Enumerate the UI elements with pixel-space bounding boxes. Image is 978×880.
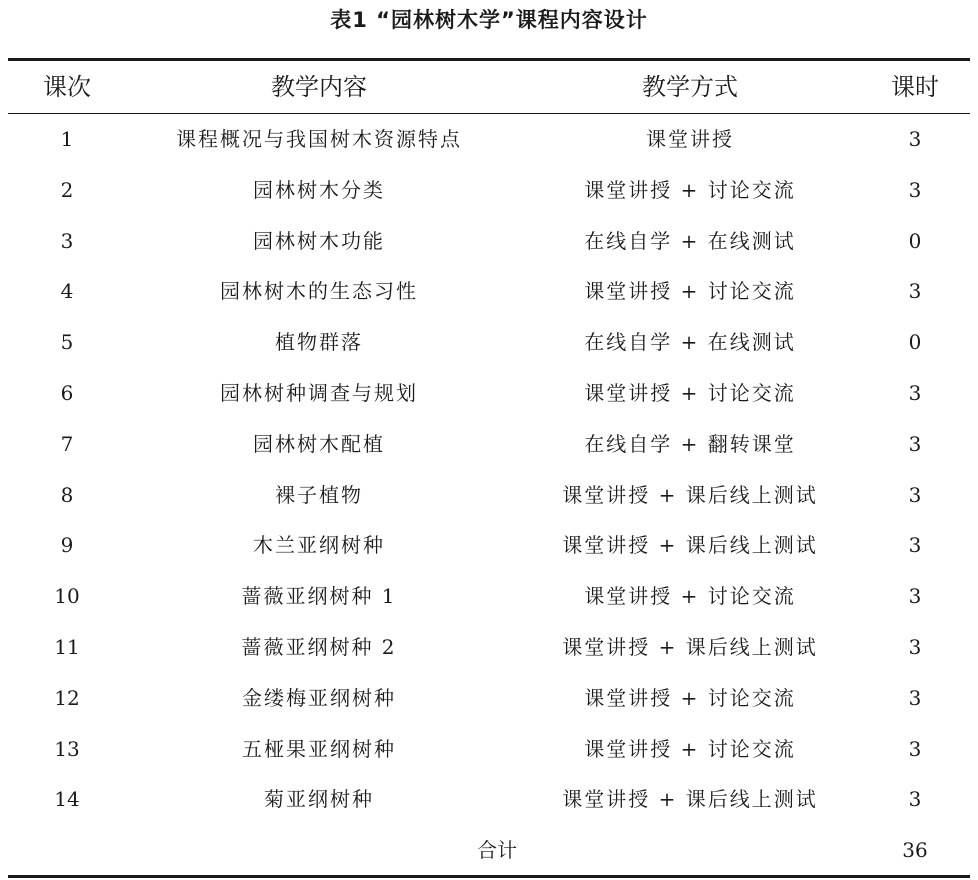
lesson-number: 10	[54, 584, 80, 609]
lesson-method: 课堂讲授 + 讨论交流	[584, 380, 796, 405]
lesson-hours: 3	[908, 736, 922, 761]
lesson-hours: 3	[908, 533, 922, 558]
lesson-number: 8	[60, 482, 74, 507]
table-row	[0, 724, 978, 775]
lesson-content: 园林树种调查与规划	[220, 380, 418, 405]
table-row	[0, 774, 978, 825]
lesson-content: 菊亚纲树种	[264, 787, 374, 812]
table-body	[0, 114, 978, 825]
table-header-row	[0, 61, 978, 113]
lesson-method: 课堂讲授 + 讨论交流	[584, 736, 796, 761]
lesson-method: 在线自学 + 翻转课堂	[584, 431, 796, 456]
table-row	[0, 520, 978, 571]
header-teaching-method: 教学方式	[642, 73, 738, 101]
lesson-hours: 3	[908, 634, 922, 659]
table-row	[0, 470, 978, 521]
table-row	[0, 673, 978, 724]
lesson-method: 课堂讲授 + 课后线上测试	[562, 634, 818, 659]
table-row	[0, 317, 978, 368]
lesson-number: 5	[60, 330, 74, 355]
lesson-number: 7	[60, 431, 74, 456]
lesson-method: 课堂讲授 + 讨论交流	[584, 177, 796, 202]
lesson-number: 14	[54, 787, 80, 812]
lesson-hours: 3	[908, 279, 922, 304]
lesson-method: 课堂讲授 + 课后线上测试	[562, 482, 818, 507]
header-lesson-number: 课次	[43, 73, 91, 101]
table-row	[0, 622, 978, 673]
table-row	[0, 216, 978, 267]
header-class-hours: 课时	[891, 73, 939, 101]
table-row	[0, 571, 978, 622]
lesson-number: 13	[54, 736, 80, 761]
total-label: 合计	[477, 838, 517, 862]
lesson-content: 金缕梅亚纲树种	[242, 685, 396, 710]
lesson-content: 木兰亚纲树种	[253, 533, 385, 558]
lesson-hours: 3	[908, 685, 922, 710]
lesson-method: 课堂讲授 + 课后线上测试	[562, 533, 818, 558]
lesson-number: 1	[60, 127, 74, 151]
lesson-number: 12	[54, 685, 80, 710]
lesson-hours: 0	[908, 330, 922, 355]
lesson-number: 11	[54, 634, 80, 659]
lesson-content: 园林树木的生态习性	[220, 279, 418, 304]
lesson-number: 3	[60, 228, 74, 253]
table-row	[0, 165, 978, 216]
lesson-method: 课堂讲授 + 讨论交流	[584, 584, 796, 609]
lesson-hours: 3	[908, 127, 922, 151]
lesson-hours: 3	[908, 431, 922, 456]
total-hours: 36	[902, 838, 928, 862]
table-total-row	[0, 826, 978, 875]
table-row	[0, 368, 978, 419]
table-title: 表1 “园林树木学”课程内容设计	[330, 8, 648, 32]
lesson-hours: 3	[908, 584, 922, 609]
table-row	[0, 266, 978, 317]
lesson-method: 在线自学 + 在线测试	[584, 330, 796, 355]
lesson-hours: 3	[908, 787, 922, 812]
lesson-content: 裸子植物	[275, 482, 363, 507]
lesson-content: 课程概况与我国树木资源特点	[176, 127, 462, 151]
lesson-hours: 3	[908, 177, 922, 202]
lesson-hours: 3	[908, 380, 922, 405]
lesson-content: 蔷薇亚纲树种 2	[241, 634, 397, 659]
lesson-hours: 0	[908, 228, 922, 253]
lesson-number: 9	[60, 533, 74, 558]
table-row	[0, 419, 978, 470]
lesson-method: 在线自学 + 在线测试	[584, 228, 796, 253]
lesson-number: 4	[60, 279, 74, 304]
lesson-content: 园林树木功能	[253, 228, 385, 253]
table-bottom-rule	[8, 875, 970, 878]
lesson-content: 五桠果亚纲树种	[242, 736, 396, 761]
table-row	[0, 114, 978, 165]
lesson-content: 植物群落	[275, 330, 363, 355]
lesson-method: 课堂讲授 + 讨论交流	[584, 279, 796, 304]
header-teaching-content: 教学内容	[271, 73, 367, 101]
lesson-method: 课堂讲授	[646, 127, 734, 151]
lesson-content: 蔷薇亚纲树种 1	[241, 584, 397, 609]
lesson-content: 园林树木分类	[253, 177, 385, 202]
lesson-number: 6	[60, 380, 74, 405]
lesson-number: 2	[60, 177, 74, 202]
lesson-method: 课堂讲授 + 课后线上测试	[562, 787, 818, 812]
lesson-method: 课堂讲授 + 讨论交流	[584, 685, 796, 710]
lesson-content: 园林树木配植	[253, 431, 385, 456]
lesson-hours: 3	[908, 482, 922, 507]
